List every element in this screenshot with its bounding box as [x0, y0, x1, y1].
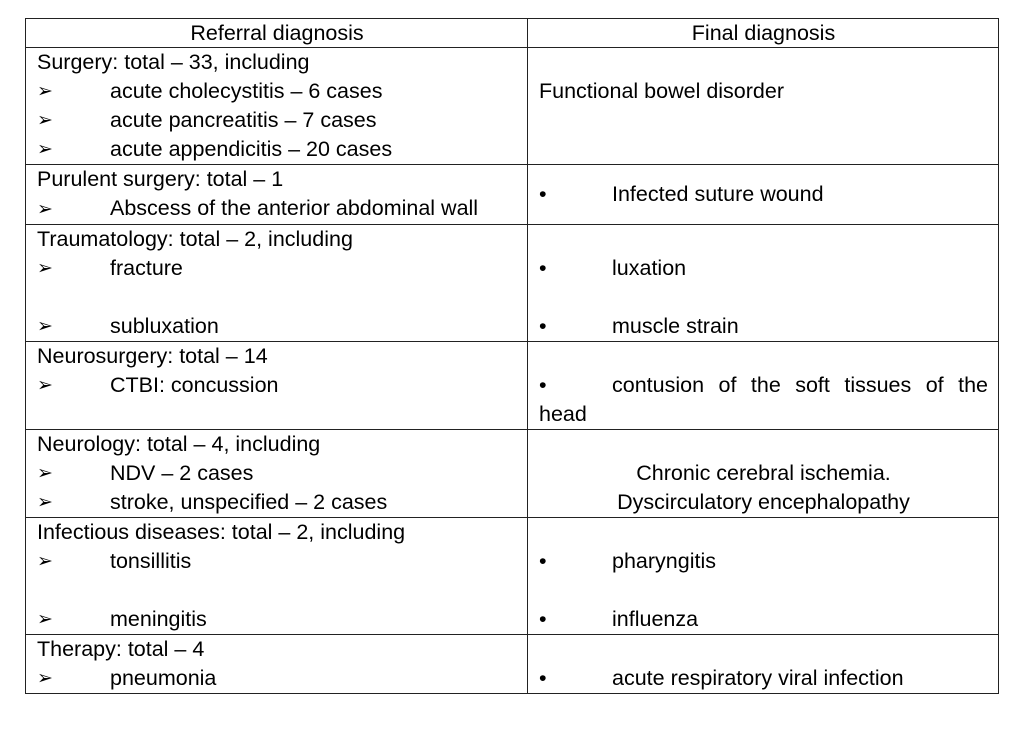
final-cell: [528, 518, 999, 635]
referral-cell: [26, 518, 528, 635]
header-row: [26, 19, 999, 48]
bullet-icon: •: [539, 607, 547, 631]
arrow-bullet-icon: ➢: [37, 551, 53, 572]
arrow-bullet-icon: ➢: [37, 668, 53, 689]
row-title: Infectious diseases: total – 2, including: [37, 520, 406, 544]
referral-item: acute pancreatitis – 7 cases: [110, 108, 377, 132]
bullet-icon: •: [539, 182, 547, 206]
referral-cell: [26, 165, 528, 225]
final-text: Chronic cerebral ischemia.: [636, 461, 891, 485]
referral-item: acute appendicitis – 20 cases: [110, 137, 393, 161]
row-title: Neurology: total – 4, including: [37, 432, 321, 456]
final-cell: [528, 48, 999, 165]
row-title: Surgery: total – 33, including: [37, 50, 310, 74]
header-referral: Referral diagnosis: [26, 19, 528, 48]
referral-item: NDV – 2 cases: [110, 461, 254, 485]
final-item: muscle strain: [612, 314, 739, 338]
bullet-icon: •: [539, 373, 547, 397]
referral-item: subluxation: [110, 314, 219, 338]
table-row: [26, 48, 999, 165]
referral-item: fracture: [110, 256, 183, 280]
table-row: [26, 165, 999, 225]
referral-item: Abscess of the anterior abdominal wall: [110, 196, 479, 220]
bullet-icon: •: [539, 549, 547, 573]
table-row: [26, 342, 999, 430]
referral-cell: [26, 635, 528, 694]
bullet-icon: •: [539, 314, 547, 338]
referral-item: meningitis: [110, 607, 207, 631]
final-cell: [528, 225, 999, 342]
arrow-bullet-icon: ➢: [37, 81, 53, 102]
referral-cell: [26, 342, 528, 430]
arrow-bullet-icon: ➢: [37, 375, 53, 396]
final-item: influenza: [612, 607, 699, 631]
referral-item: pneumonia: [110, 666, 217, 690]
referral-item: CTBI: concussion: [110, 373, 279, 397]
arrow-bullet-icon: ➢: [37, 492, 53, 513]
arrow-bullet-icon: ➢: [37, 609, 53, 630]
bullet-icon: •: [539, 666, 547, 690]
final-cell: [528, 430, 999, 518]
referral-cell: [26, 48, 528, 165]
final-item: Infected suture wound: [612, 182, 824, 206]
referral-item: tonsillitis: [110, 549, 192, 573]
arrow-bullet-icon: ➢: [37, 139, 53, 160]
final-cell: [528, 342, 999, 430]
arrow-bullet-icon: ➢: [37, 110, 53, 131]
bullet-icon: •: [539, 256, 547, 280]
final-item: acute respiratory viral infection: [612, 666, 904, 690]
referral-item: stroke, unspecified – 2 cases: [110, 490, 388, 514]
final-cell: [528, 165, 999, 225]
table-row: [26, 430, 999, 518]
final-text: Dyscirculatory encephalopathy: [617, 490, 910, 514]
row-title: Purulent surgery: total – 1: [37, 167, 284, 191]
table-row: [26, 518, 999, 635]
arrow-bullet-icon: ➢: [37, 463, 53, 484]
row-title: Neurosurgery: total – 14: [37, 344, 268, 368]
final-text: Functional bowel disorder: [539, 79, 784, 103]
final-item: contusion of the soft tissues of the head: [539, 373, 988, 426]
row-title: Therapy: total – 4: [37, 637, 205, 661]
arrow-bullet-icon: ➢: [37, 316, 53, 337]
referral-cell: [26, 225, 528, 342]
row-title: Traumatology: total – 2, including: [37, 227, 353, 251]
header-final: Final diagnosis: [528, 19, 999, 48]
arrow-bullet-icon: ➢: [37, 258, 53, 279]
referral-cell: [26, 430, 528, 518]
referral-item: acute cholecystitis – 6 cases: [110, 79, 383, 103]
final-item: pharyngitis: [612, 549, 716, 573]
table-row: [26, 635, 999, 694]
final-item: luxation: [612, 256, 687, 280]
arrow-bullet-icon: ➢: [37, 199, 53, 220]
table-row: [26, 225, 999, 342]
diagnosis-table: [25, 18, 999, 694]
final-cell: [528, 635, 999, 694]
